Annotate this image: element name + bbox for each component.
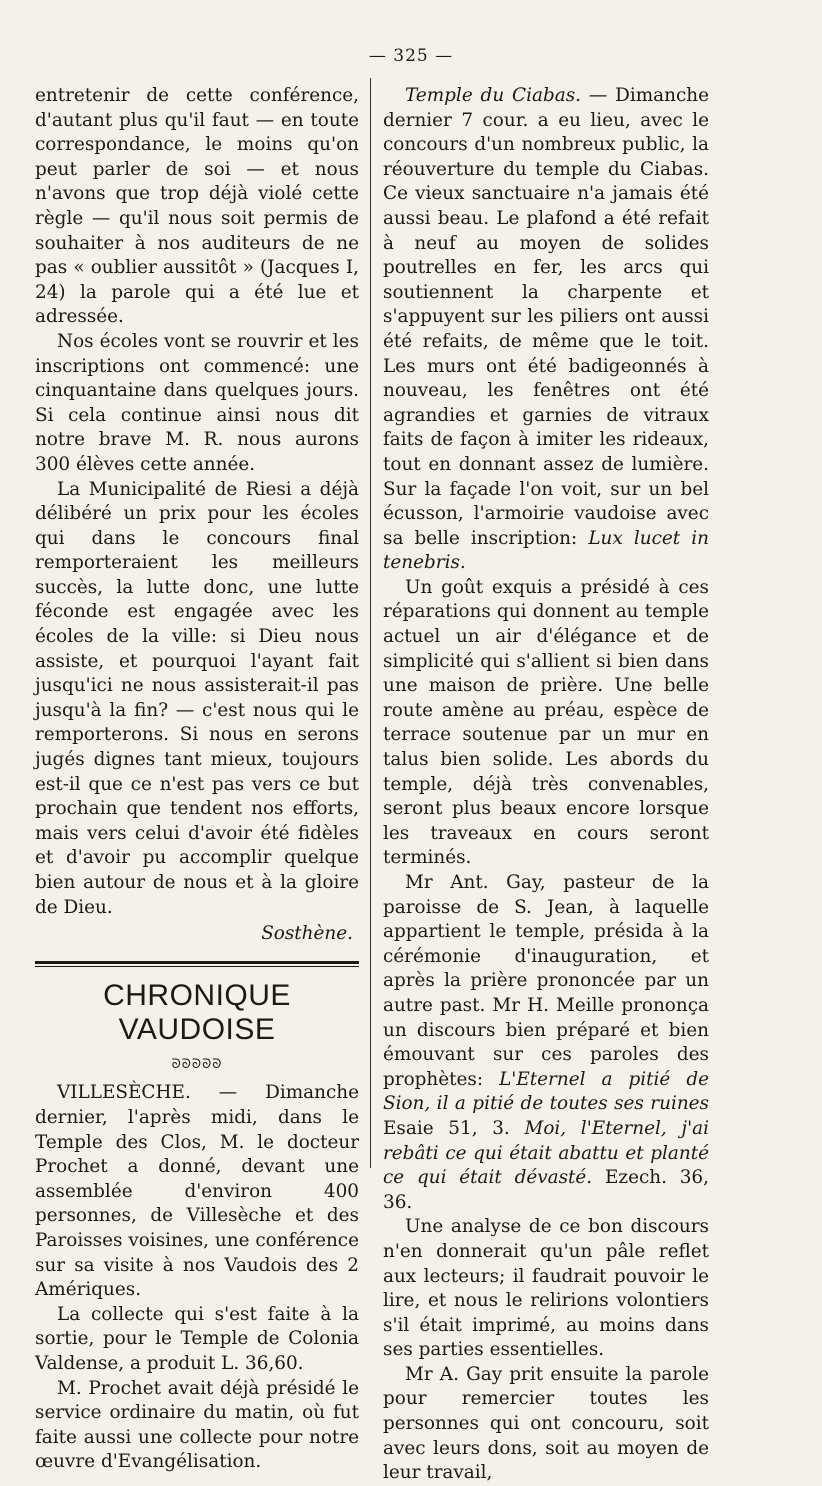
quote-1: L'Eternel a pitié de Sion, il a pitié de toutes ses ruines: [383, 1068, 710, 1115]
collection-paragraph: La collecte qui s'est faite à la sortie, pour le Temple de Colonia Valdense, a produit L. 36,60.: [35, 1303, 359, 1374]
ciabas-paragraph: [383, 84, 709, 576]
prochet-paragraph: M. Prochet avait déjà présidé le service ordinaire du matin, où fut faite aussi une collecte pour notre œuvre d'Evangélisation.: [35, 1377, 359, 1473]
gout-paragraph: Un goût exquis a présidé à ces réparations qui donnent au temple actuel un air d'élégance et de simplicité qui s'allient si bien dans une maison de prière. Une belle route amène au préau, espèce de terrace soutenue par un mur en talus bien solide. Les abords du temple, déjà très convenables, seront plus beaux encore lorsque les traveaux en cours seront terminés.: [383, 576, 709, 869]
gay-text: Mr Ant. Gay, pasteur de la paroisse de S. Jean, à laquelle appartient le temple, présida à la cérémonie d'inauguration, et après la prière prononcée par un autre past. Mr H. Meille prononça un discours bien préparé et bien émouvant sur ces paroles des prophètes:: [383, 872, 709, 1090]
municipality-paragraph: La Municipalité de Riesi a déjà délibéré un prix pour les écoles qui dans le concours final remporteraient les meilleurs succès, la lutte donc, une lutte féconde est engagée avec les écoles de la ville: si Dieu nous assiste, et pourquoi l'ayant fait jusqu'ici ne nous assisterait-il pas jusqu'à la fin? — c'est nous qui le remporterons. Si nous en serons jugés dignes tant mieux, toujours est-il que ce n'est pas vers ce but prochain que tendent nos efforts, mais vers celui d'avoir été fidèles et d'avoir pu accomplir quelque bien autour de nous et à la gloire de Dieu.: [35, 478, 359, 918]
right-column: [383, 84, 709, 1486]
section-title: CHRONIQUE VAUDOISE: [103, 978, 291, 1046]
thanks-paragraph: Mr A. Gay prit ensuite la parole pour remercier toutes les personnes qui ont concouru, soit avec leurs dons, soit au moyen de leur travail,: [383, 1363, 709, 1484]
quote-2: Moi, l'Eternel, j'ai rebâti ce qui était abattu et planté ce qui était dévasté.: [383, 1117, 709, 1189]
page-number: — 325 —: [368, 46, 454, 66]
intro-paragraph: entretenir de cette conférence, d'autant plus qu'il faut — en toute correspondance, le moins qu'on peut parler de soi — et nous n'avons que trop déjà violé cette règle — qu'il nous soit permis de souhaiter à nos auditeurs de ne pas « oublier aussitôt » (Jacques I, 24) la parole qui a été lue et adressée.: [35, 85, 359, 328]
motto: Lux lucet in tenebris.: [383, 527, 709, 574]
villeseche-paragraph: VILLESÈCHE. — Dimanche dernier, l'après midi, dans le Temple des Clos, M. le docteur Prochet a donné, devant une assemblée d'environ 400 personnes, de Villesèche et des Paroisses voisines, une conférence sur sa visite à nos Vaudois des 2 Amériques.: [35, 1082, 359, 1301]
column-divider: [370, 78, 371, 1168]
signature: Sosthène.: [261, 923, 353, 945]
schools-paragraph: Nos écoles vont se rouvrir et les inscriptions ont commencé: une cinquantaine dans quelques jours. Si cela continue ainsi nous dit notre brave M. R. nous aurons 300 élèves cette année.: [35, 330, 359, 475]
left-column: [35, 84, 359, 1475]
ornament: ᘐᘐᘐᘐᘐ: [171, 1056, 223, 1072]
ciabas-text: — Dimanche dernier 7 cour. a eu lieu, avec le concours d'un nombreux public, la réouverture du temple du Ciabas. Ce vieux sanctuaire n'a jamais été aussi beau. Le plafond a été refait à neuf au moyen de solides poutrelles en fer, les arcs qui soutiennent la charpente et s'appuyent sur les piliers ont aussi été refaits, de même que le toit. Les murs ont été badigeonnés à nouveau, les fenêtres ont été agrandies et garnies de vitraux faits de façon à imiter les rideaux, tout en donnant assez de lumière. Sur la façade l'on voit, sur un bel écusson, l'armoirie vaudoise avec sa belle inscription:: [383, 85, 709, 549]
section-rule-thin: [35, 966, 359, 967]
gay-paragraph: [383, 871, 709, 1215]
reference-1: Esaie 51, 3.: [383, 1117, 525, 1139]
ciabas-subject: Temple du Ciabas.: [405, 85, 581, 106]
reference-2: Ezech. 36, 36.: [383, 1167, 709, 1213]
section-rule-thick: [35, 961, 359, 964]
analysis-paragraph: Une analyse de ce bon discours n'en donnerait qu'un pâle reflet aux lecteurs; il faudrait pouvoir le lire, et nous le relirions volontiers s'il était imprimé, au moins dans ses parties essentielles.: [383, 1216, 709, 1361]
